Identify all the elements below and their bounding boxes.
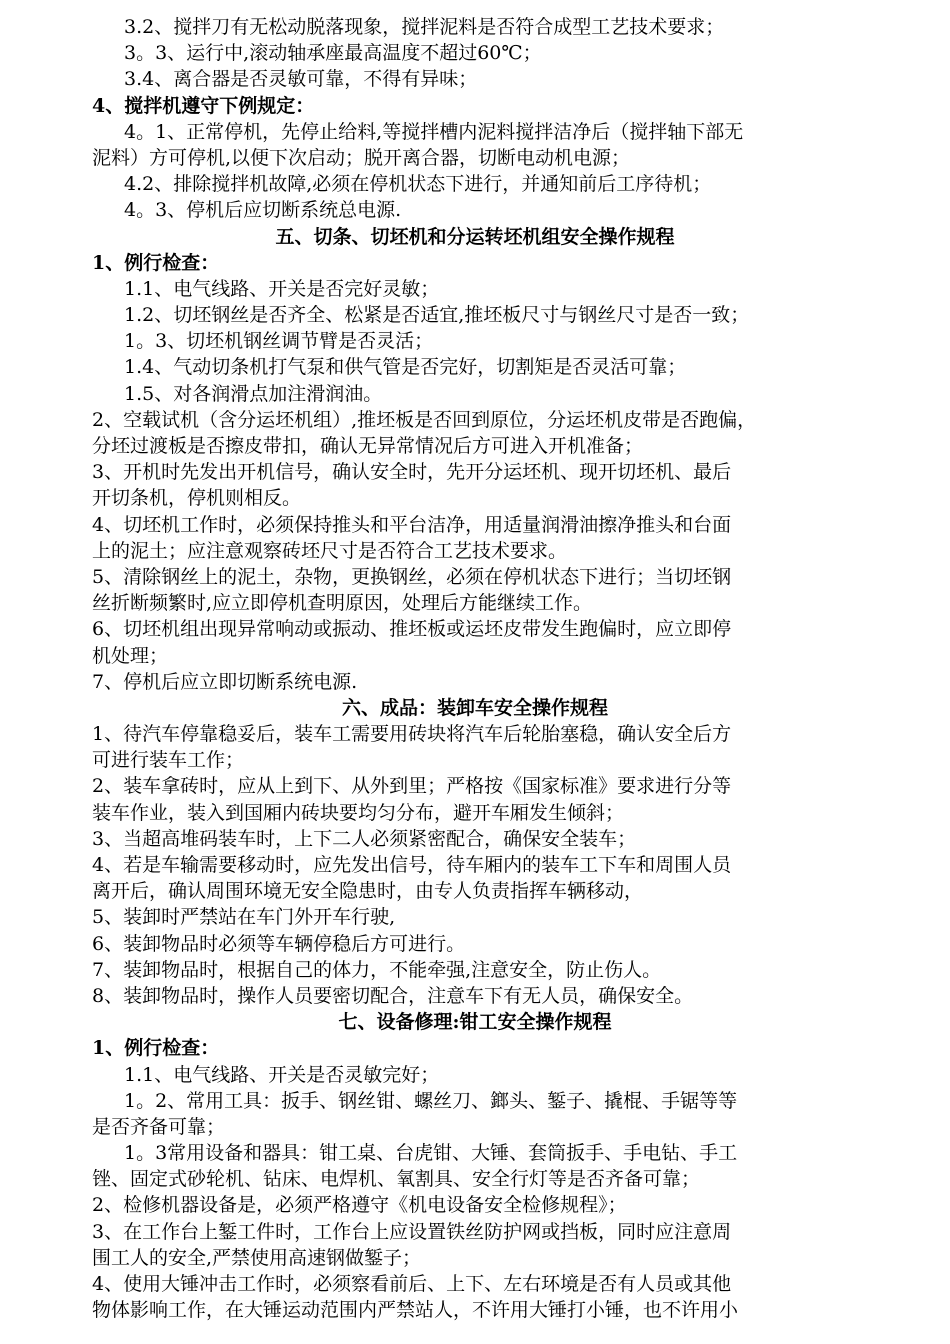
text-line: 机处理； <box>92 644 169 667</box>
text-line: 是否齐备可靠； <box>92 1115 226 1138</box>
text-line: 4.2、排除搅拌机故障,必须在停机状态下进行，并通知前后工序待机； <box>124 173 712 196</box>
text-line: 6、切坯机组出现异常响动或振动、推坯板或运坯皮带发生跑偏时，应立即停 <box>92 618 732 641</box>
text-line: 8、装卸物品时，操作人员要密切配合，注意车下有无人员，确保安全。 <box>92 984 694 1007</box>
text-line: 5、装卸时严禁站在车门外开车行驶, <box>92 906 396 929</box>
text-line: 4。3、停机后应切断系统总电源. <box>124 199 402 222</box>
text-line: 3。3、运行中,滚动轴承座最高温度不超过60℃； <box>124 42 542 65</box>
item-heading: 1、例行检查： <box>92 1037 220 1060</box>
section-title: 七、设备修理:钳工安全操作规程 <box>338 1011 612 1034</box>
text-line: 3、在工作台上錾工件时，工作台上应设置铁丝防护网或挡板，同时应注意周 <box>92 1220 732 1243</box>
text-line: 3、开机时先发出开机信号，确认安全时，先开分运坯机、现开切坯机、最后 <box>92 461 732 484</box>
text-line: 7、停机后应立即切断系统电源. <box>92 670 358 693</box>
text-line: 围工人的安全,严禁使用高速钢做錾子； <box>92 1246 422 1269</box>
text-line: 装车作业，装入到国厢内砖块要均匀分布，避开车厢发生倾斜； <box>92 801 625 824</box>
text-line: 丝折断频繁时,应立即停机查明原因，处理后方能继续工作。 <box>92 592 593 615</box>
text-line: 1.1、电气线路、开关是否灵敏完好； <box>124 1063 440 1086</box>
text-line: 5、清除钢丝上的泥土，杂物，更换钢丝，必须在停机状态下进行；当切坯钢 <box>92 565 732 588</box>
section-title: 六、成品：装卸车安全操作规程 <box>341 696 608 719</box>
text-line: 3、当超高堆码装车时，上下二人必须紧密配合，确保安全装车； <box>92 827 637 850</box>
text-line: 离开后，确认周围环境无安全隐患时，由专人负责指挥车辆移动， <box>92 880 644 903</box>
item-heading: 1、例行检查： <box>92 251 220 274</box>
text-line: 泥料）方可停机,以便下次启动；脱开离合器，切断电动机电源； <box>92 146 631 169</box>
text-line: 1。3、切坯机钢丝调节臂是否灵活； <box>124 330 434 353</box>
text-line: 物体影响工作，在大锤运动范围内严禁站人，不许用大锤打小锤，也不许用小 <box>92 1299 739 1322</box>
text-line: 1.4、气动切条机打气泵和供气管是否完好，切割矩是否灵活可靠； <box>124 356 687 379</box>
text-line: 1。2、常用工具：扳手、钢丝钳、螺丝刀、鎯头、錾子、撬棍、手锯等等 <box>124 1089 738 1112</box>
text-line: 4、切坯机工作时，必须保持推头和平台洁净，用适量润滑油擦净推头和台面 <box>92 513 732 536</box>
text-line: 7、装卸物品时，根据自己的体力，不能牵强,注意安全，防止伤人。 <box>92 958 662 981</box>
text-line: 6、装卸物品时必须等车辆停稳后方可进行。 <box>92 932 466 955</box>
text-line: 3.4、离合器是否灵敏可靠，不得有异味； <box>124 68 478 91</box>
text-line: 1.2、切坯钢丝是否齐全、松紧是否适宜,推坯板尺寸与钢丝尺寸是否一致； <box>124 304 750 327</box>
text-line: 1、待汽车停靠稳妥后，装车工需要用砖块将汽车后轮胎塞稳，确认安全后方 <box>92 723 732 746</box>
text-line: 1.5、对各润滑点加注滑润油。 <box>124 382 383 405</box>
item-heading: 4、搅拌机遵守下例规定： <box>92 94 315 117</box>
section-title: 五、切条、切坯机和分运转坯机组安全操作规程 <box>275 225 675 248</box>
text-line: 锉、固定式砂轮机、钻床、电焊机、氧割具、安全行灯等是否齐备可靠； <box>92 1168 701 1191</box>
text-line: 4、若是车输需要移动时，应先发出信号，待车厢内的装车工下车和周围人员 <box>92 854 732 876</box>
text-line: 可进行装车工作； <box>92 749 245 772</box>
text-line: 2、装车拿砖时，应从上到下、从外到里；严格按《国家标准》要求进行分等 <box>92 775 732 798</box>
text-line: 3.2、搅拌刀有无松动脱落现象，搅拌泥料是否符合成型工艺技术要求； <box>124 16 725 38</box>
text-line: 1.1、电气线路、开关是否完好灵敏； <box>124 277 440 300</box>
text-line: 2、检修机器设备是，必须严格遵守《机电设备安全检修规程》； <box>92 1194 627 1217</box>
text-line: 上的泥土；应注意观察砖坯尺寸是否符合工艺技术要求。 <box>92 539 568 562</box>
text-line: 4、使用大锤冲击工作时，必须察看前后、上下、左右环境是否有人员或其他 <box>92 1273 732 1295</box>
text-line: 开切条机，停机则相反。 <box>92 487 302 510</box>
text-line: 分坯过渡板是否擦皮带扣，确认无异常情况后方可进入开机准备； <box>92 435 644 457</box>
text-line: 4。1、正常停机，先停止给料,等搅拌槽内泥料搅拌洁净后（搅拌轴下部无 <box>124 120 744 143</box>
text-line: 2、空载试机（含分运坯机组）,推坯板是否回到原位，分运坯机皮带是否跑偏， <box>92 408 757 431</box>
text-line: 1。3常用设备和器具：钳工桌、台虎钳、大锤、套筒扳手、手电钻、手工 <box>124 1142 738 1165</box>
